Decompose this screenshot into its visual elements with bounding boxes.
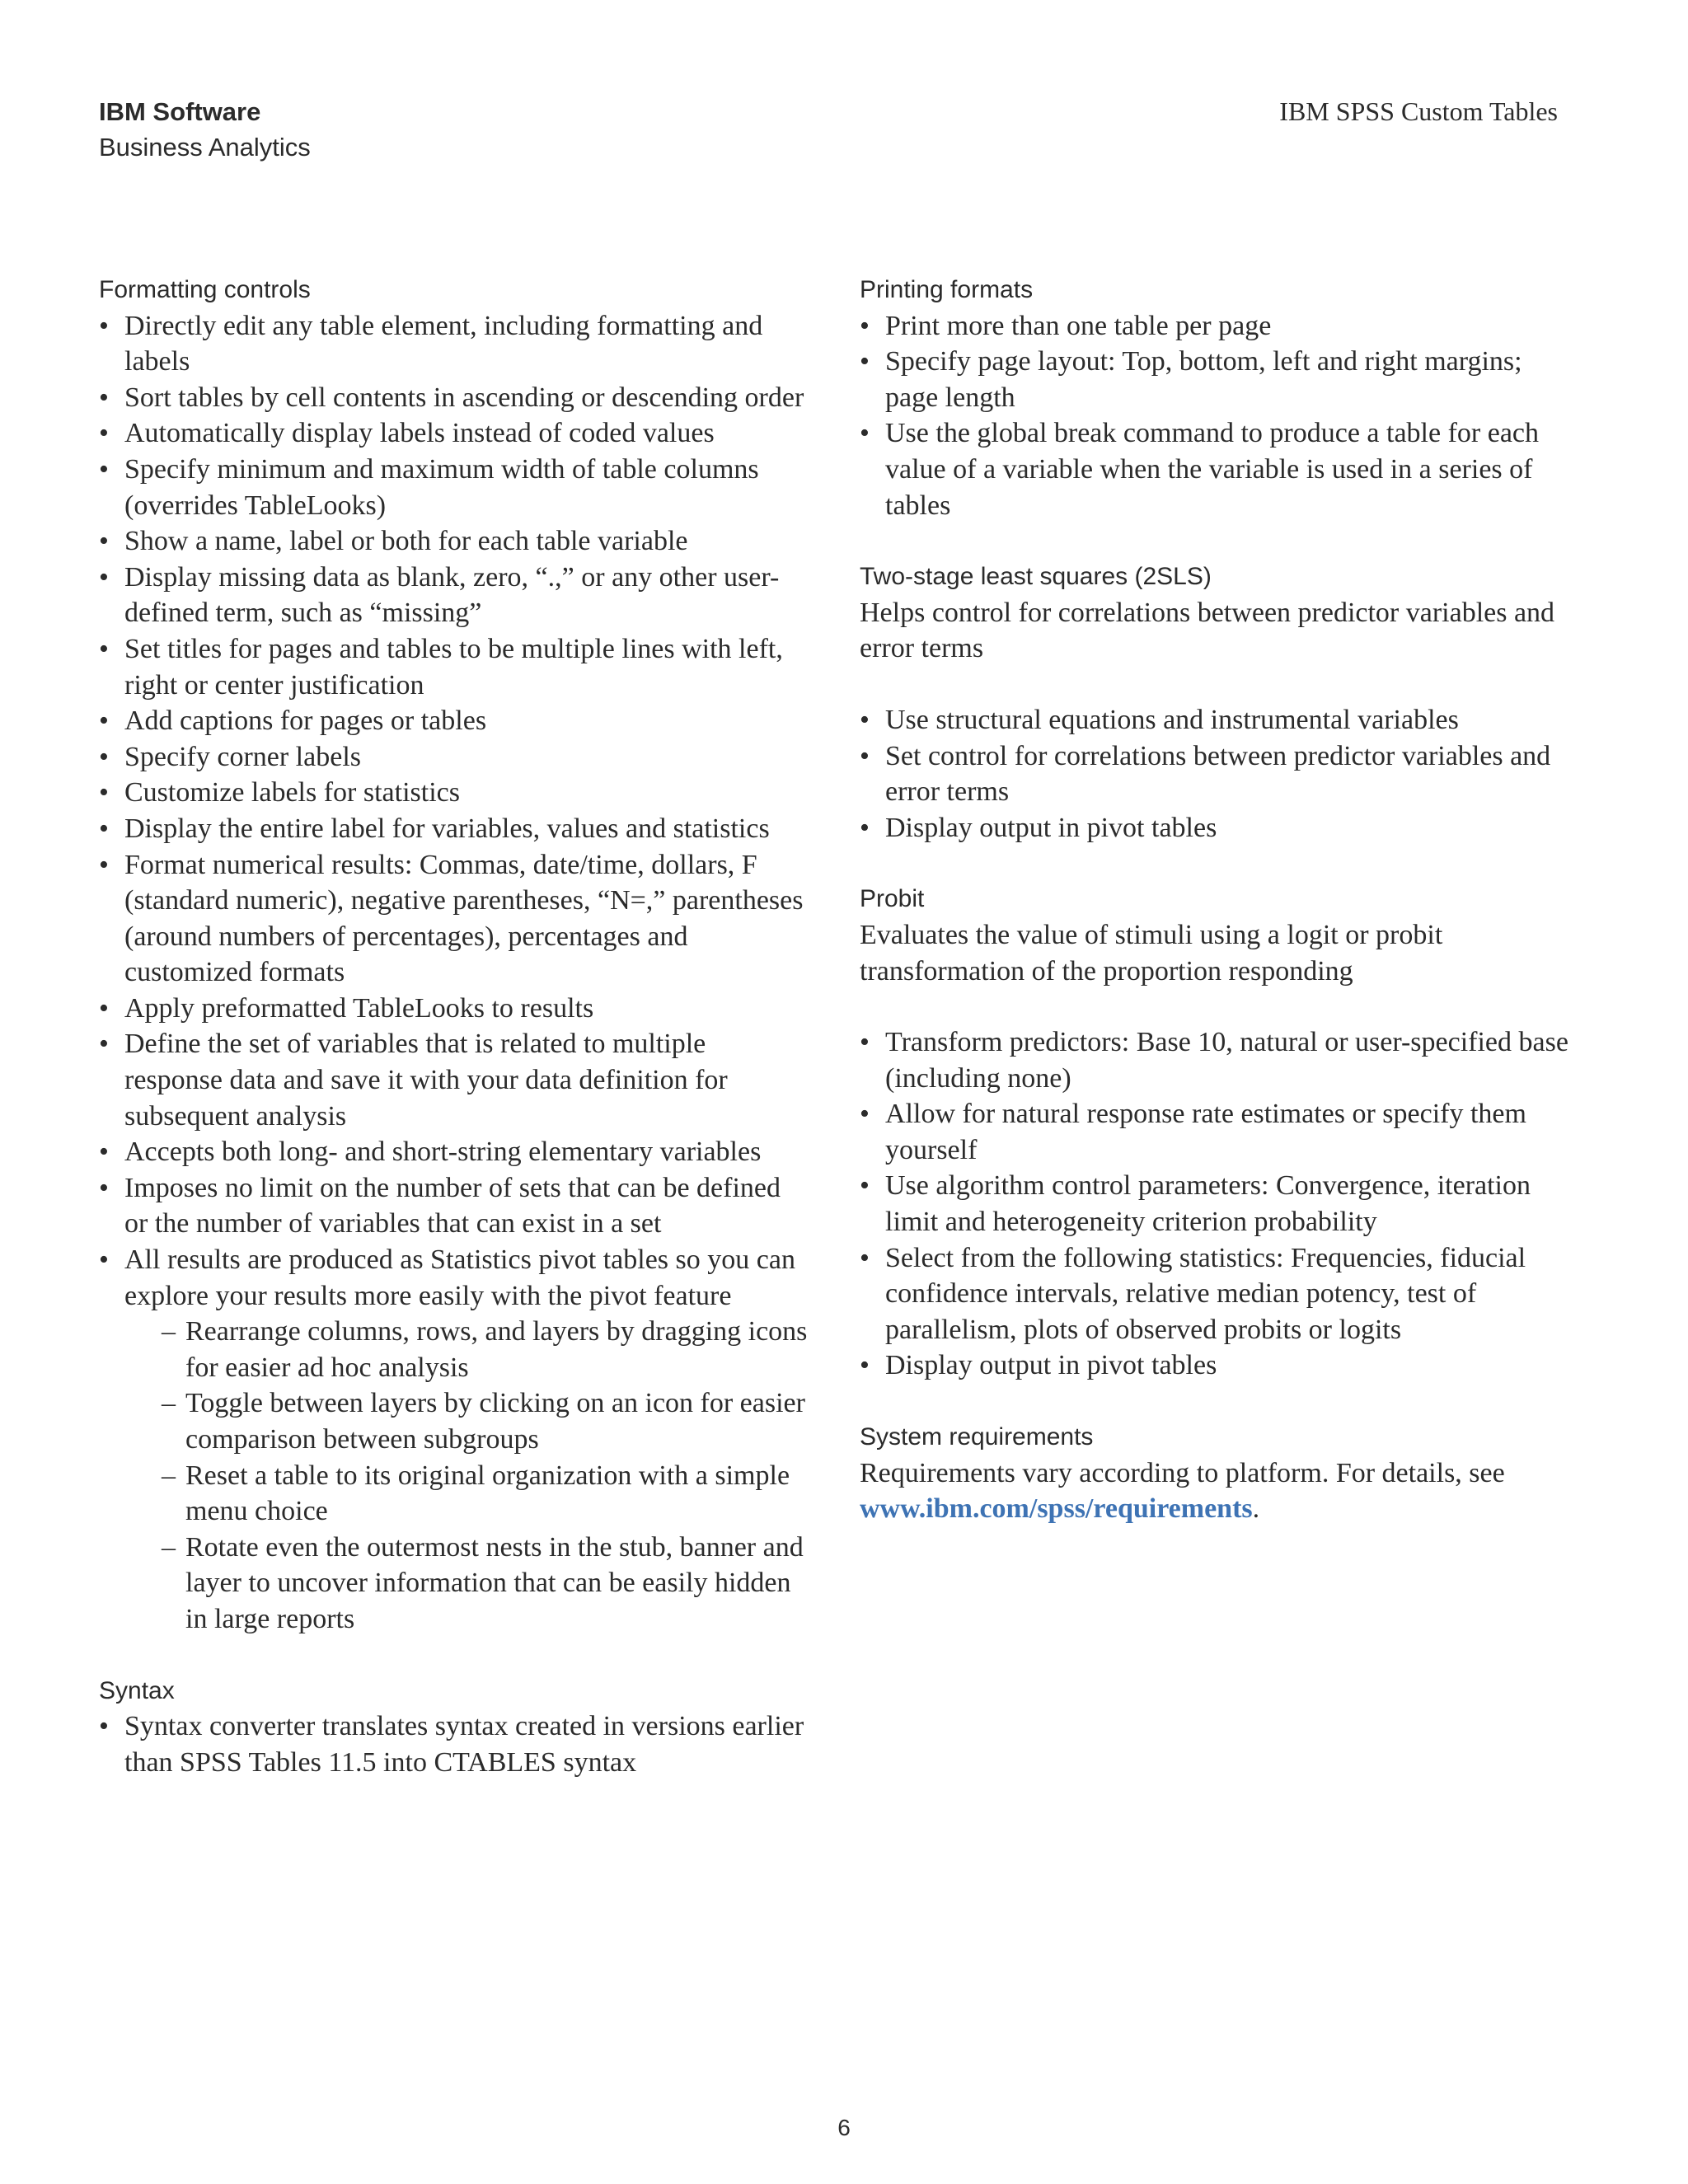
section-description	[860, 1455, 1568, 1527]
list-item: • Print more than one table per page	[860, 308, 1568, 344]
list-item: • Show a name, label or both for each table variable	[99, 523, 808, 560]
bullet-list	[860, 308, 1568, 524]
list-item: • Define the set of variables that is related to multiple response data and save it with your data definition for subsequent analysis	[99, 1026, 808, 1134]
list-item-text: All results are produced as Statistics pivot tables so you can explore your results more easily with the pivot feature	[124, 1244, 795, 1311]
bullet-list	[860, 1024, 1568, 1384]
requirements-link[interactable]: www.ibm.com/spss/requirements	[860, 1493, 1253, 1525]
section-system-requirements	[860, 1419, 1568, 1527]
section-description: Helps control for correlations between predictor variables and error terms	[860, 597, 1555, 664]
document-title: IBM SPSS Custom Tables	[1279, 96, 1558, 126]
section-title: Two-stage least squares (2SLS)	[860, 563, 1212, 591]
list-item: • Format numerical results: Commas, date/time, dollars, F (standard numeric), negative parentheses, “N=,” parentheses (around numbers of percentages), percentages and customized formats	[99, 847, 808, 991]
section-printing-formats	[860, 272, 1568, 523]
list-item: • Select from the following statistics: Frequencies, fiducial confidence intervals, relative median potency, test of parallelism, plots of observed probits or logits	[860, 1240, 1568, 1348]
section-description: Evaluates the value of stimuli using a logit or probit transformation of the proportion responding	[860, 919, 1443, 987]
section-title: System requirements	[860, 1423, 1094, 1451]
requirements-text: Requirements vary according to platform. For details, see	[860, 1457, 1505, 1488]
section-title: Probit	[860, 885, 925, 913]
list-item: • Imposes no limit on the number of sets that can be defined or the number of variables that can exist in a set	[99, 1170, 808, 1242]
bullet-list	[860, 702, 1568, 846]
bullet-list	[99, 1708, 808, 1780]
list-item: • Accepts both long- and short-string elementary variables	[99, 1134, 808, 1170]
sub-list	[124, 1314, 808, 1637]
brand-name: IBM Software	[99, 97, 261, 126]
left-column	[99, 272, 808, 1816]
section-formatting-controls	[99, 272, 808, 1638]
list-item: • Display the entire label for variables, values and statistics	[99, 811, 808, 847]
list-item: • Display missing data as blank, zero, “.,” or any other user-defined term, such as “missing”	[99, 560, 808, 631]
list-item: • Automatically display labels instead of coded values	[99, 415, 808, 452]
sub-list-item: – Reset a table to its original organization with a simple menu choice	[162, 1458, 808, 1530]
section-two-stage-least-squares	[860, 559, 1568, 846]
list-item: • Specify minimum and maximum width of table columns (overrides TableLooks)	[99, 452, 808, 523]
list-item: • Syntax converter translates syntax created in versions earlier than SPSS Tables 11.5 into CTABLES syntax	[99, 1708, 808, 1780]
list-item: • Use algorithm control parameters: Convergence, iteration limit and heterogeneity criterion probability	[860, 1168, 1568, 1240]
list-item-pivot	[99, 1242, 808, 1638]
list-item: • Customize labels for statistics	[99, 775, 808, 811]
right-column	[860, 272, 1568, 1563]
list-item: • Transform predictors: Base 10, natural or user-specified base (including none)	[860, 1024, 1568, 1096]
list-item: • Use the global break command to produce a table for each value of a variable when the variable is used in a series of tables	[860, 415, 1568, 523]
page-number: 6	[837, 2115, 851, 2140]
section-title: Syntax	[99, 1676, 175, 1704]
list-item: • Display output in pivot tables	[860, 810, 1568, 846]
sub-list-item: – Toggle between layers by clicking on an icon for easier comparison between subgroups	[162, 1385, 808, 1457]
list-item: • Add captions for pages or tables	[99, 703, 808, 739]
header-branding	[99, 94, 311, 165]
list-item: • Allow for natural response rate estimates or specify them yourself	[860, 1096, 1568, 1168]
section-title: Formatting controls	[99, 276, 311, 303]
list-item: • Set titles for pages and tables to be multiple lines with left, right or center justification	[99, 631, 808, 703]
list-item: • Set control for correlations between predictor variables and error terms	[860, 738, 1568, 810]
list-item: • Specify page layout: Top, bottom, left and right margins; page length	[860, 344, 1568, 415]
division-name: Business Analytics	[99, 133, 311, 162]
bullet-list	[99, 308, 808, 1638]
sub-list-item: – Rotate even the outermost nests in the stub, banner and layer to uncover information that can be easily hidden in large reports	[162, 1530, 808, 1638]
sub-list-item: – Rearrange columns, rows, and layers by dragging icons for easier ad hoc analysis	[162, 1314, 808, 1385]
list-item: • Use structural equations and instrumental variables	[860, 702, 1568, 738]
section-title: Printing formats	[860, 276, 1034, 303]
list-item: • Display output in pivot tables	[860, 1347, 1568, 1384]
section-probit	[860, 881, 1568, 1384]
link-suffix: .	[1252, 1493, 1260, 1525]
list-item: • Directly edit any table element, including formatting and labels	[99, 308, 808, 380]
section-syntax	[99, 1673, 808, 1781]
list-item: • Specify corner labels	[99, 739, 808, 776]
list-item: • Apply preformatted TableLooks to results	[99, 991, 808, 1027]
list-item: • Sort tables by cell contents in ascending or descending order	[99, 380, 808, 416]
